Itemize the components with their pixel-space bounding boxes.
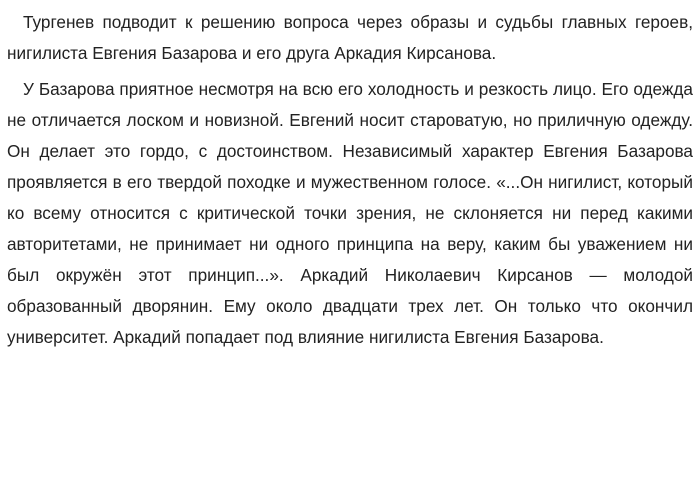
- paragraph-intro: Тургенев подводит к решению вопроса через образы и судьбы главных героев, нигилиста Евгения Базарова и его друга Аркадия Кирсанова.: [7, 12, 693, 63]
- paragraph-characters: У Базарова приятное несмотря на всю его холодность и резкость лицо. Его одежда не отличается лоском и новизной. Евгений носит староватую, но приличную одежду. Он делает это гордо, с достоинством. Независимый характер Евгения Базарова проявляется в его твердой походке и мужественном голосе. «...Он нигилист, который ко всему относится с критической точки зрения, не склоняется ни перед какими авторитетами, не принимает ни одного принципа на веру, каким бы уважением ни был окружён этот принцип...». Аркадий Николаевич Кирсанов — молодой образованный дворянин. Ему около двадцати трех лет. Он только что окончил университет. Аркадий попадает под влияние нигилиста Евгения Базарова.: [7, 79, 693, 347]
- document-body: [7, 7, 693, 358]
